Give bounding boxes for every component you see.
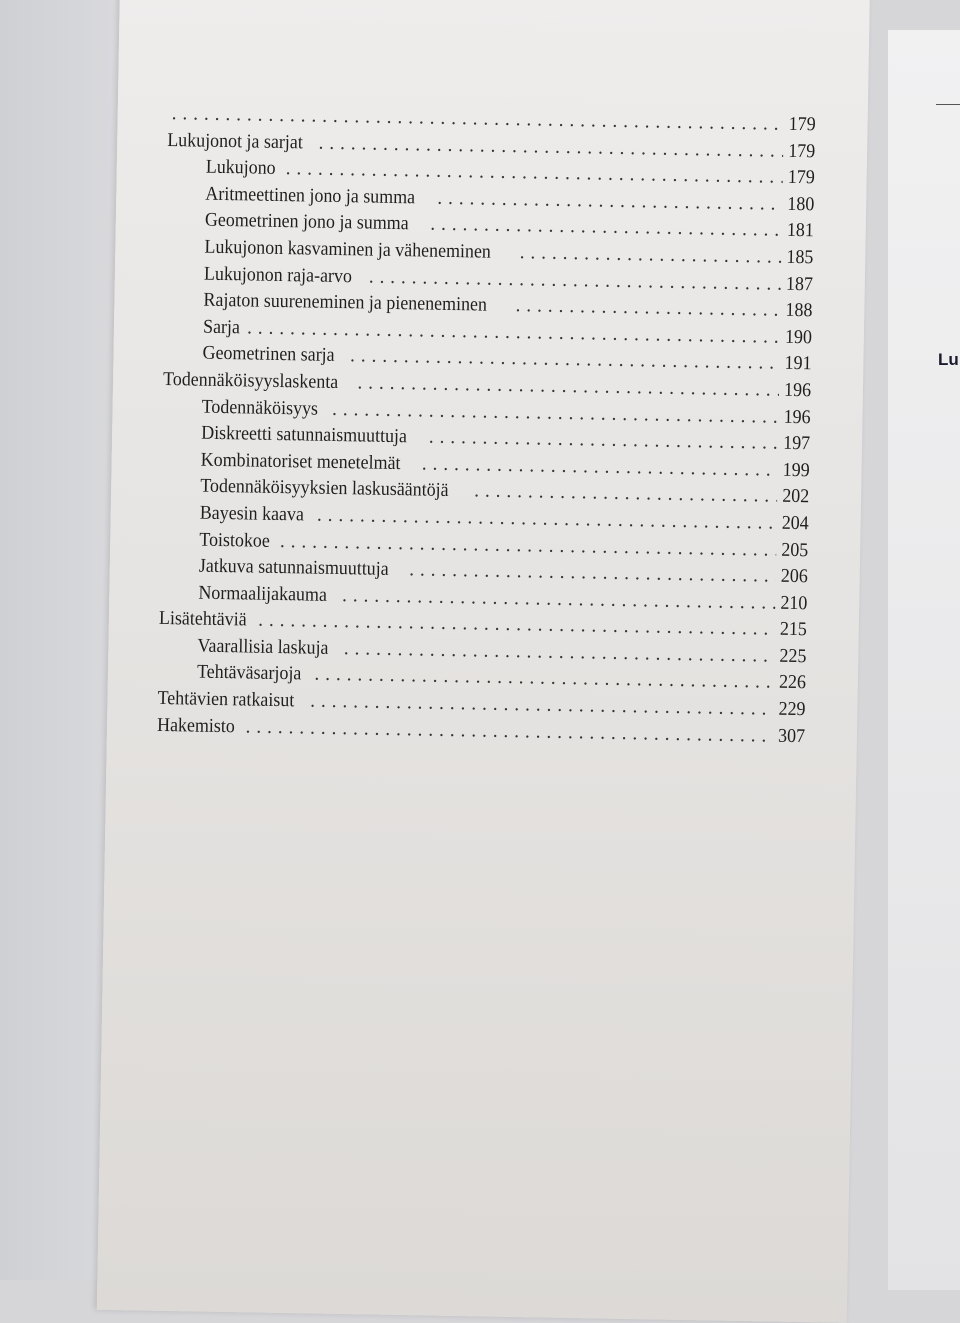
toc-entry-title: Geometrinen sarja — [202, 342, 335, 367]
toc-page-number: 205 — [781, 539, 809, 561]
toc-page-number: 187 — [785, 273, 814, 295]
toc-entry-title: Normaalijakauma — [198, 582, 328, 606]
toc-entry-title: Jatkuva satunnaismuuttuja — [198, 555, 389, 581]
toc-entry-title: Todennäköisyyksien laskusääntöjä — [200, 475, 449, 502]
toc-entry-title: Sarja — [202, 316, 241, 339]
toc-entry-title: Toistokoe — [199, 529, 271, 552]
toc-entry-title: Diskreetti satunnaismuuttuja — [201, 422, 408, 448]
toc-page-number: 229 — [778, 698, 806, 721]
toc-page-number: 215 — [779, 619, 808, 641]
toc-entry-title: Tehtäväsarjoja — [196, 662, 302, 685]
toc-page-number: 191 — [784, 353, 812, 375]
toc-page-number: 202 — [782, 486, 810, 508]
toc-page-number: 225 — [779, 645, 807, 668]
toc-entry-title: Rajaton suureneminen ja pieneneminen — [203, 289, 488, 316]
toc-page-number: 199 — [782, 459, 810, 481]
toc-page-number: 179 — [788, 113, 816, 136]
adjacent-page — [888, 30, 960, 1290]
toc-entry-title: Lukujonon raja-arvo — [203, 263, 353, 287]
toc-page-number: 196 — [783, 379, 812, 402]
toc-entry-title: Aritmeettinen jono ja summa — [205, 183, 416, 209]
toc-entry-title: Vaarallisia laskuja — [197, 635, 329, 659]
toc-page-number: 180 — [787, 193, 815, 216]
toc-entry-title: Lukujonon kasvaminen ja väheneminen — [204, 236, 492, 263]
toc-page-number: 210 — [780, 592, 808, 614]
table-of-contents — [157, 101, 816, 750]
toc-page-number: 185 — [786, 246, 814, 269]
adjacent-page-heading: Lu — [938, 350, 959, 369]
toc-page-number: 179 — [788, 140, 816, 162]
toc-entry-title: Lisätehtäviä — [158, 608, 247, 631]
toc-entry-title: Tehtävien ratkaisut — [157, 687, 295, 712]
toc-page-number: 204 — [781, 512, 809, 535]
toc-page-number: 226 — [778, 672, 807, 694]
toc-entry-title: Kombinatoriset menetelmät — [200, 449, 401, 474]
toc-entry-title: Todennäköisyys — [201, 396, 319, 420]
toc-page-number: 181 — [786, 220, 815, 242]
toc-page-number: 197 — [783, 432, 811, 455]
toc-page-number: 190 — [784, 326, 813, 349]
toc-entry-title: Lukujono — [205, 156, 276, 180]
toc-page-number: 196 — [783, 406, 811, 428]
toc-entry-title: Bayesin kaava — [199, 502, 305, 526]
toc-entry-title: Hakemisto — [156, 714, 236, 737]
toc-page-number: 188 — [785, 299, 813, 322]
toc-page-number: 307 — [777, 725, 806, 747]
toc-page-number: 179 — [787, 167, 815, 189]
toc-entry-title: Todennäköisyyslaskenta — [162, 368, 339, 393]
toc-entry-title: Lukujonot ja sarjat — [167, 129, 304, 153]
header-rule — [936, 104, 960, 105]
toc-page-number: 206 — [780, 565, 808, 588]
toc-entry-title: Geometrinen jono ja summa — [204, 210, 409, 235]
